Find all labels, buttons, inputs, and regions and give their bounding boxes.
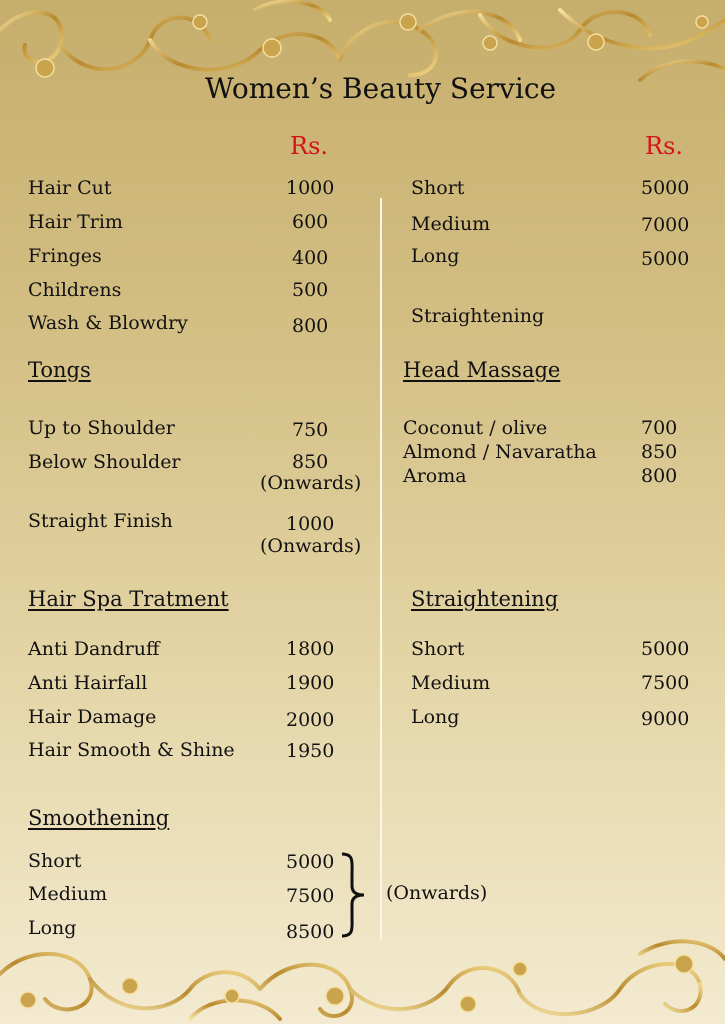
section-label-straightening: Straightening — [411, 305, 545, 327]
service-price: 5000 — [641, 177, 690, 199]
service-price: 1000 — [286, 513, 335, 535]
service-price: 1800 — [286, 638, 335, 660]
service-name: Hair Damage — [28, 706, 157, 728]
onwards-note: (Onwards) — [260, 535, 362, 557]
page-title: Women’s Beauty Service — [205, 72, 557, 105]
service-price: 850 — [292, 451, 329, 473]
service-name: Medium — [411, 672, 491, 694]
service-name: Childrens — [28, 279, 122, 301]
service-price: 5000 — [641, 248, 690, 270]
section-heading-head-massage: Head Massage — [403, 358, 561, 382]
service-price: 800 — [292, 315, 329, 337]
service-price: 7500 — [286, 885, 335, 907]
service-name: Medium — [28, 883, 108, 905]
service-name: Coconut / olive — [403, 417, 548, 439]
service-name: Long — [28, 917, 77, 939]
service-price: 700 — [641, 417, 678, 439]
service-name: Wash & Blowdry — [28, 312, 188, 334]
service-name: Hair Cut — [28, 177, 112, 199]
service-name: Anti Dandruff — [28, 638, 160, 660]
onwards-note: (Onwards) — [386, 882, 488, 904]
service-price: 600 — [292, 211, 329, 233]
service-name: Hair Smooth & Shine — [28, 739, 235, 761]
service-price: 7500 — [641, 672, 690, 694]
service-price: 1950 — [286, 740, 335, 762]
service-name: Short — [28, 850, 82, 872]
service-name: Below Shoulder — [28, 451, 181, 473]
service-price: 8500 — [286, 921, 335, 943]
service-name: Short — [411, 638, 465, 660]
section-heading-straightening: Straightening — [411, 587, 559, 611]
service-name: Aroma — [403, 465, 467, 487]
service-name: Straight Finish — [28, 510, 173, 532]
service-name: Long — [411, 706, 460, 728]
curly-brace — [338, 850, 368, 940]
service-name: Anti Hairfall — [28, 672, 148, 694]
onwards-note: (Onwards) — [260, 472, 362, 494]
service-price: 400 — [292, 247, 329, 269]
service-price: 500 — [292, 279, 329, 301]
section-heading-smoothening: Smoothening — [28, 806, 170, 830]
bottom-ornament — [0, 934, 725, 1024]
service-price: 750 — [292, 419, 329, 441]
service-price: 1000 — [286, 177, 335, 199]
currency-label-right: Rs. — [645, 132, 684, 160]
service-price: 5000 — [286, 851, 335, 873]
service-name: Up to Shoulder — [28, 417, 175, 439]
service-name: Almond / Navaratha — [403, 441, 597, 463]
service-name: Short — [411, 177, 465, 199]
service-price: 5000 — [641, 638, 690, 660]
section-heading-tongs: Tongs — [28, 358, 91, 382]
service-price: 7000 — [641, 214, 690, 236]
service-price: 850 — [641, 441, 678, 463]
service-name: Hair Trim — [28, 211, 123, 233]
section-heading-hair-spa: Hair Spa Tratment — [28, 587, 229, 611]
column-divider — [380, 198, 382, 940]
service-name: Fringes — [28, 245, 102, 267]
service-price: 1900 — [286, 672, 335, 694]
currency-label-left: Rs. — [290, 132, 329, 160]
service-price: 2000 — [286, 709, 335, 731]
service-name: Medium — [411, 213, 491, 235]
service-price: 9000 — [641, 708, 690, 730]
service-name: Long — [411, 245, 460, 267]
service-price: 800 — [641, 465, 678, 487]
